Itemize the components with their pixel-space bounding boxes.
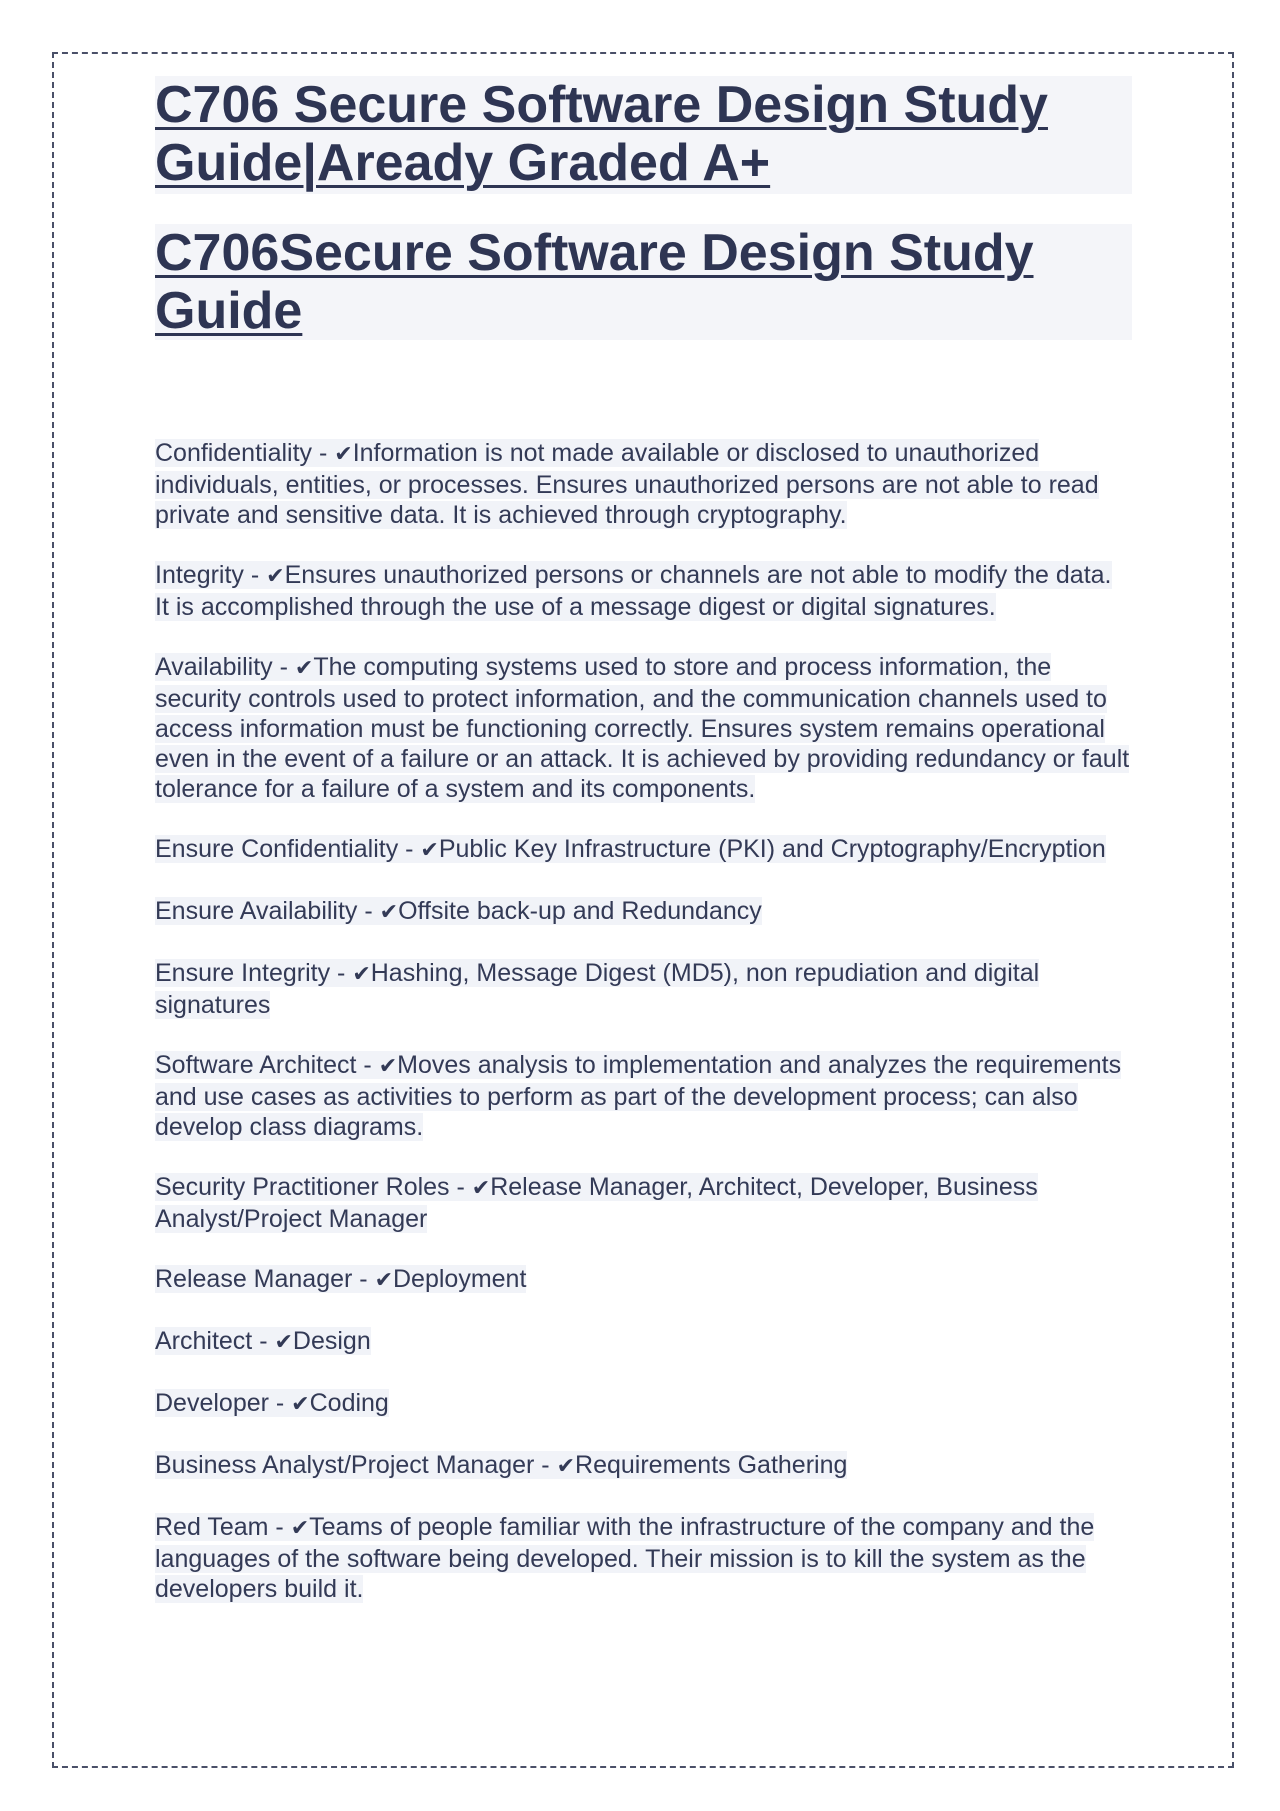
entry-term: Ensure Integrity - [155, 959, 353, 987]
entry-term: Release Manager - [155, 1265, 375, 1293]
check-icon: ✔ [290, 1516, 310, 1541]
entry [155, 1450, 1132, 1482]
entry-term: Red Team - [155, 1513, 291, 1541]
check-icon: ✔ [352, 962, 371, 987]
check-icon: ✔ [334, 442, 353, 467]
check-icon: ✔ [266, 564, 285, 589]
document-content [155, 76, 1132, 1634]
entry-definition: Ensures unauthorized persons or channels are not able to modify the data. It is accomplished through the use of a message digest or digital signatures. [155, 561, 1112, 621]
document-subtitle: C706Secure Software Design Study Guide [155, 224, 1132, 340]
document-title: C706 Secure Software Design Study Guide|Aready Graded A+ [155, 76, 1132, 194]
entry-term: Ensure Availability - [155, 897, 380, 925]
entry [155, 1326, 1132, 1358]
entry-term: Business Analyst/Project Manager - [155, 1451, 557, 1479]
entry-term: Developer - [155, 1389, 292, 1417]
entry-definition: Teams of people familiar with the infrastructure of the company and the languages of the software being developed. Their mission is to kill the system as the developers build it. [155, 1513, 1095, 1603]
entry-definition: Public Key Infrastructure (PKI) and Cryptography/Encryption [438, 835, 1106, 863]
entry-term: Ensure Confidentiality - [155, 835, 421, 863]
entry [155, 1050, 1132, 1142]
check-icon: ✔ [471, 1176, 491, 1201]
entry-definition: Moves analysis to implementation and analyzes the requirements and use cases as activities to perform as part of the development process; can also develop class diagrams. [155, 1051, 1122, 1141]
entry-definition: Design [292, 1327, 371, 1355]
check-icon: ✔ [274, 1330, 293, 1355]
entry-definition: Release Manager, Architect, Developer, Business Analyst/Project Manager [155, 1173, 1038, 1233]
check-icon: ✔ [556, 1454, 576, 1479]
entry-term: Software Architect - [155, 1051, 379, 1079]
entry-term: Confidentiality - [155, 439, 335, 467]
entry-definition: Deployment [393, 1265, 527, 1293]
entry-definition: Coding [309, 1389, 389, 1417]
entry-term: Security Practitioner Roles - [155, 1173, 472, 1201]
entry [155, 834, 1132, 866]
entry [155, 896, 1132, 928]
entry [155, 1388, 1132, 1420]
check-icon: ✔ [294, 656, 314, 681]
check-icon: ✔ [374, 1268, 393, 1293]
entry [155, 560, 1132, 622]
check-icon: ✔ [379, 900, 399, 925]
entry-definition: Offsite back-up and Redundancy [398, 897, 762, 925]
entry [155, 1172, 1132, 1234]
entry-definition: The computing systems used to store and process information, the security controls used to protect information, and the communication channels used to access information must be functioning correctly. Ensures system remains operational even in the event of a failure or an attack. It is achieved by providing redundancy or fault tolerance for a failure of a system and its components. [155, 653, 1130, 803]
entry [155, 438, 1132, 530]
check-icon: ✔ [291, 1392, 310, 1417]
check-icon: ✔ [420, 838, 439, 863]
entry-definition: Hashing, Message Digest (MD5), non repudiation and digital signatures [155, 959, 1040, 1019]
entry [155, 652, 1132, 804]
entry [155, 1264, 1132, 1296]
entry-list [155, 438, 1132, 1604]
entry [155, 1512, 1132, 1604]
entry-term: Availability - [155, 653, 295, 681]
entry-term: Integrity - [155, 561, 267, 589]
entry-term: Architect - [155, 1327, 275, 1355]
check-icon: ✔ [378, 1054, 398, 1079]
entry [155, 958, 1132, 1020]
entry-definition: Requirements Gathering [575, 1451, 848, 1479]
entry-definition: Information is not made available or disclosed to unauthorized individuals, entities, or processes. Ensures unauthorized persons are not able to read private and sensitive data. It is achieved through cryptography. [155, 439, 1099, 529]
